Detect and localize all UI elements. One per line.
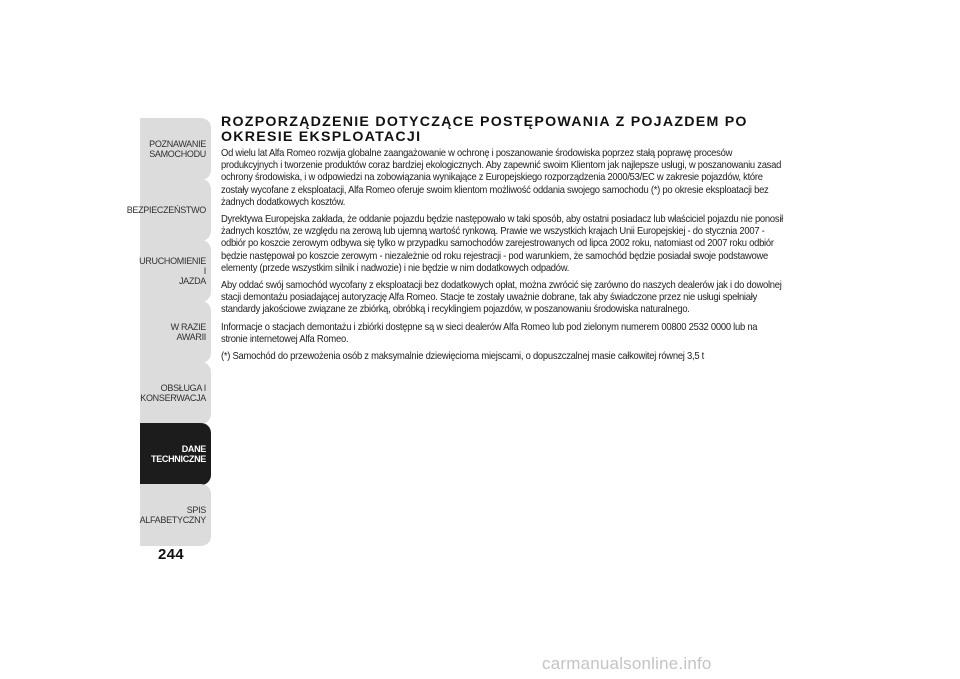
tab-bezpieczenstwo[interactable]	[126, 179, 211, 241]
tab-obsluga-i-konserwacja[interactable]	[140, 362, 211, 424]
watermark: carmanualsonline.info	[542, 654, 712, 673]
tab-label: SPIS ALFABETYCZNY	[139, 505, 206, 525]
main-content	[221, 115, 791, 368]
paragraph-directive: Dyrektywa Europejska zakłada, że oddanie pojazdu będzie następowało w taki sposób, aby ostatni posiadacz lub właściciel pojazdu nie ponosił żadnych kosztów, ze względu na zerową lub ujemną wartość rynkową. Prawie we wszystkich krajach Unii Europejskiej - do stycznia 2007 - odbiór po koszcie zerowym odbywa się tylko w przypadku samochodów zarejestrowanych od lipca 2002 roku, natomiast od 2007 roku odbiór będzie następował po koszcie zerowym - niezależnie od roku rejestracji - pod warunkiem, że samochód będzie posiadał swoje podstawowe elementy (przede wszystkim silnik i nadwozie) i nie będzie w nim dodatkowych odpadów.	[221, 214, 783, 274]
tab-uruchomienie-i-jazda[interactable]	[140, 240, 211, 302]
tab-label: BEZPIECZEŃSTWO	[126, 205, 206, 215]
paragraph-information: Informacje o stacjach demontażu i zbiórki dostępne są w sieci dealerów Alfa Romeo lub pod zielonym numerem 00800 2532 0000 lub na stronie internetowej Alfa Romeo.	[221, 321, 758, 345]
tab-label: POZNAWANIE SAMOCHODU	[149, 139, 206, 159]
tab-label: W RAZIE AWARII	[170, 322, 206, 342]
tab-label: DANE TECHNICZNE	[151, 444, 206, 464]
tab-spis-alfabetyczny[interactable]	[140, 484, 211, 546]
tab-dane-techniczne[interactable]	[140, 423, 211, 485]
paragraph-intro: Od wielu lat Alfa Romeo rozwija globalne zaangażowanie w ochronę i poszanowanie środowiska poprzez stałą poprawę procesów produkcyjnych i tworzenie produktów coraz bardziej ekologicznych. Aby zapewnić swoim Klientom jak najlepsze usługi, w poszanowaniu zasad ochrony środowiska, i w odpowiedzi na zobowiązania wynikające z Europejskiego rozporządzenia 2000/53/EC w zakresie pojazdów, które zostały wycofane z eksploatacji, Alfa Romeo oferuje swoim klientom możliwość oddania swojego samochodu (*) po okresie eksploatacji bez żadnych dodatkowych kosztów.	[221, 148, 782, 208]
page-title: ROZPORZĄDZENIE DOTYCZĄCE POSTĘPOWANIA Z POJAZDEM PO OKRESIE EKSPLOATACJI	[221, 114, 748, 145]
paragraph-footnote: (*) Samochód do przewożenia osób z maksymalnie dziewięcioma miejscami, o dopuszczalnej masie całkowitej równej 3,5 t	[221, 351, 705, 363]
tab-poznawanie-samochodu[interactable]	[140, 118, 211, 180]
tab-label: URUCHOMIENIE I JAZDA	[139, 256, 206, 286]
paragraph-return-process: Aby oddać swój samochód wycofany z eksploatacji bez dodatkowych opłat, można zwrócić się zarówno do naszych dealerów jak i do dowolnej stacji demontażu posiadającej autoryzację Alfa Romeo. Stacje te zostały uważnie dobrane, tak aby świadczone przez nie usługi spełniały standardy jakościowe związane ze zbiórką, obróbką i recyklingiem pojazdów, w poszanowaniu środowiska naturalnego.	[221, 280, 782, 316]
body-text	[221, 148, 791, 363]
tab-label: OBSŁUGA I KONSERWACJA	[140, 383, 206, 403]
tab-w-razie-awarii[interactable]	[140, 301, 211, 363]
page-number: 244	[158, 546, 184, 563]
